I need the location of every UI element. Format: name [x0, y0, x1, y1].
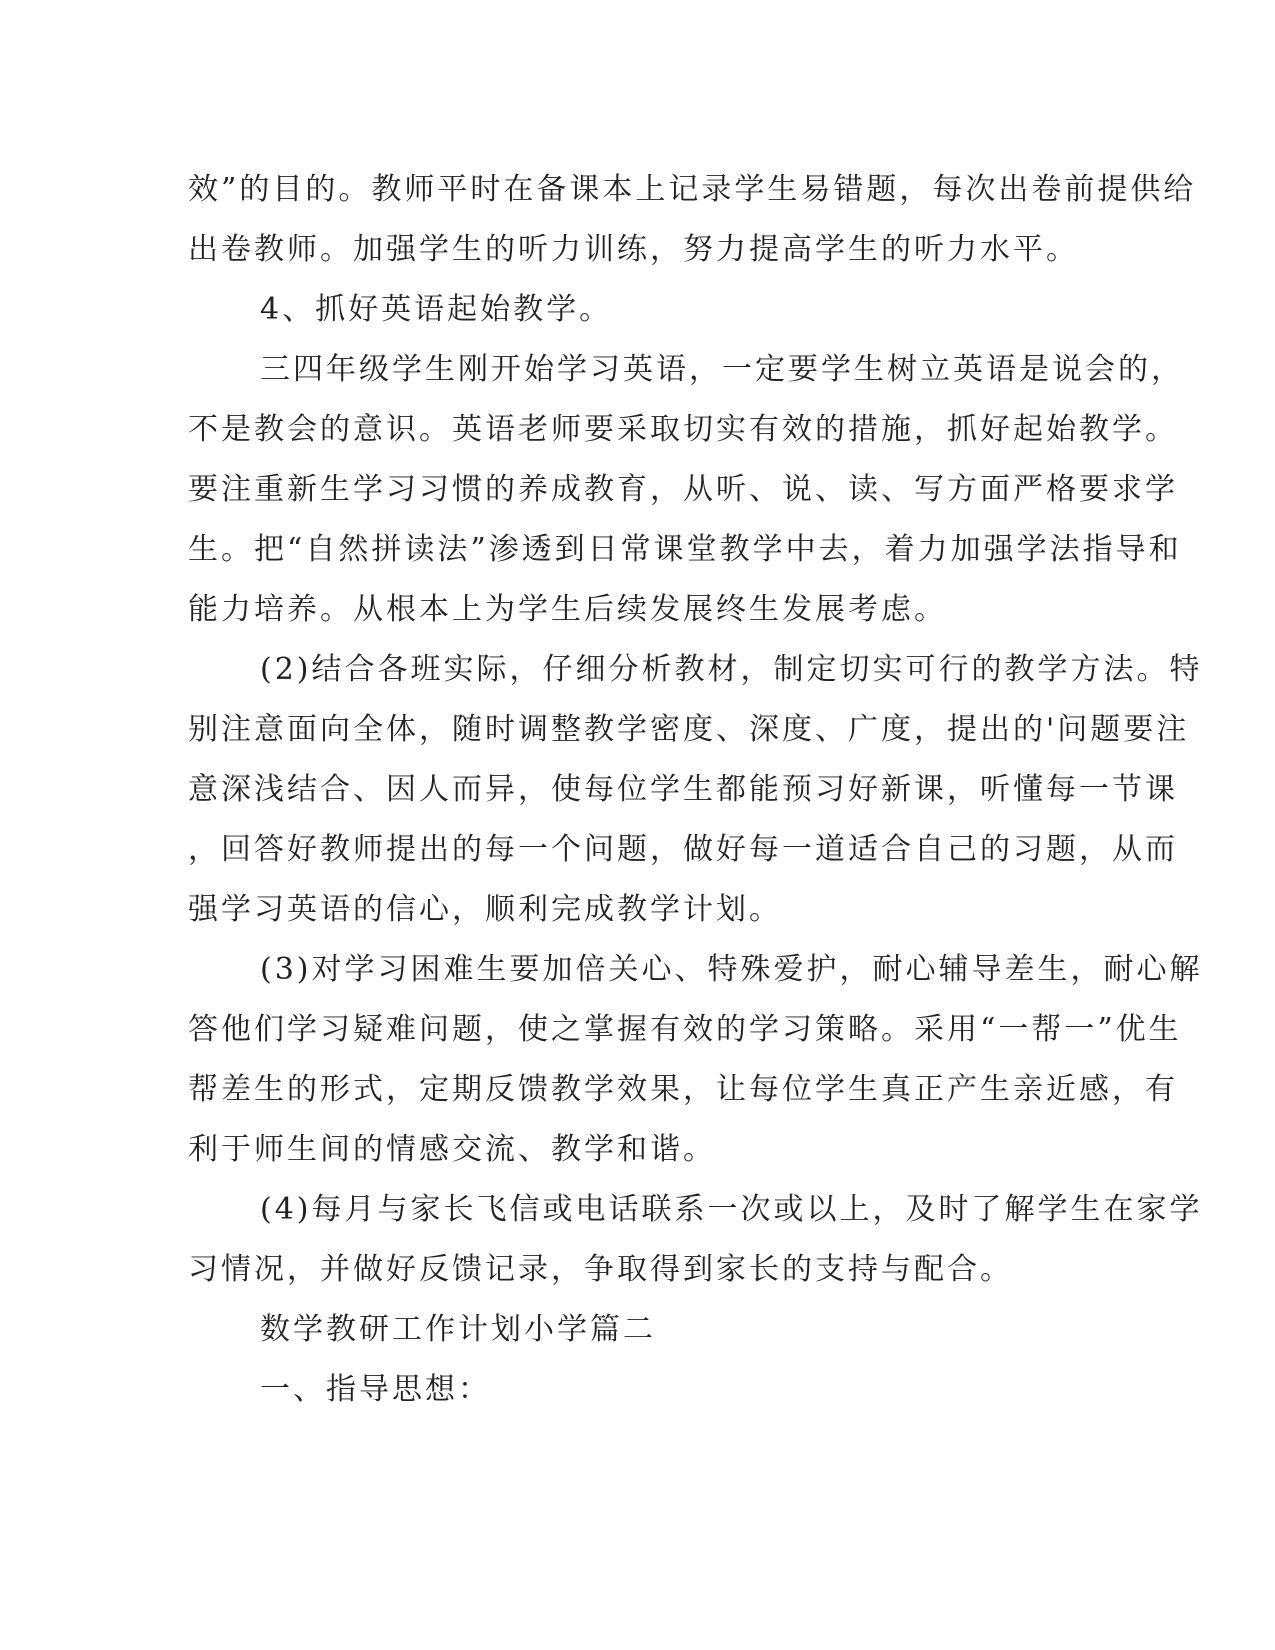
text-line: 习情况，并做好反馈记录，争取得到家长的支持与配合。 [188, 1252, 1013, 1287]
text-line: 意深浅结合、因人而异，使每位学生都能预习好新课，听懂每一节课 [188, 772, 1178, 807]
section-title: 数学教研工作计划小学篇二 [260, 1312, 656, 1347]
text-line: 答他们学习疑难问题，使之掌握有效的学习策略。采用“一帮一”优生 [188, 1012, 1182, 1047]
text-line: ，回答好教师提出的每一个问题，做好每一道适合自己的习题，从而 [188, 832, 1178, 867]
text-line: 生。把“自然拼读法”渗透到日常课堂教学中去，着力加强学法指导和 [188, 532, 1182, 567]
section-heading: 4、抓好英语起始教学。 [260, 292, 613, 327]
document-body [188, 160, 1203, 1420]
text-line: 三四年级学生刚开始学习英语，一定要学生树立英语是说会的， [260, 352, 1184, 387]
text-line: 要注重新生学习习惯的养成教育，从听、说、读、写方面严格要求学 [188, 472, 1178, 507]
text-line: 效”的目的。教师平时在备课本上记录学生易错题，每次出卷前提供给 [188, 172, 1197, 207]
text-line: 强学习英语的信心，顺利完成教学计划。 [188, 892, 782, 927]
text-line: (2)结合各班实际，仔细分析教材，制定切实可行的教学方法。特 [260, 652, 1203, 687]
text-line: (3)对学习困难生要加倍关心、特殊爱护，耐心辅导差生，耐心解 [260, 952, 1203, 987]
text-line: 出卷教师。加强学生的听力训练，努力提高学生的听力水平。 [188, 232, 1079, 267]
text-line: 别注意面向全体，随时调整教学密度、深度、广度，提出的'问题要注 [188, 712, 1190, 747]
text-line: 能力培养。从根本上为学生后续发展终生发展考虑。 [188, 592, 947, 627]
text-line: 利于师生间的情感交流、教学和谐。 [188, 1132, 716, 1167]
text-line: 不是教会的意识。英语老师要采取切实有效的措施，抓好起始教学。 [188, 412, 1178, 447]
text-line: (4)每月与家长飞信或电话联系一次或以上，及时了解学生在家学 [260, 1192, 1203, 1227]
section-heading: 一、指导思想： [260, 1372, 491, 1407]
text-line: 帮差生的形式，定期反馈教学效果，让每位学生真正产生亲近感，有 [188, 1072, 1178, 1107]
